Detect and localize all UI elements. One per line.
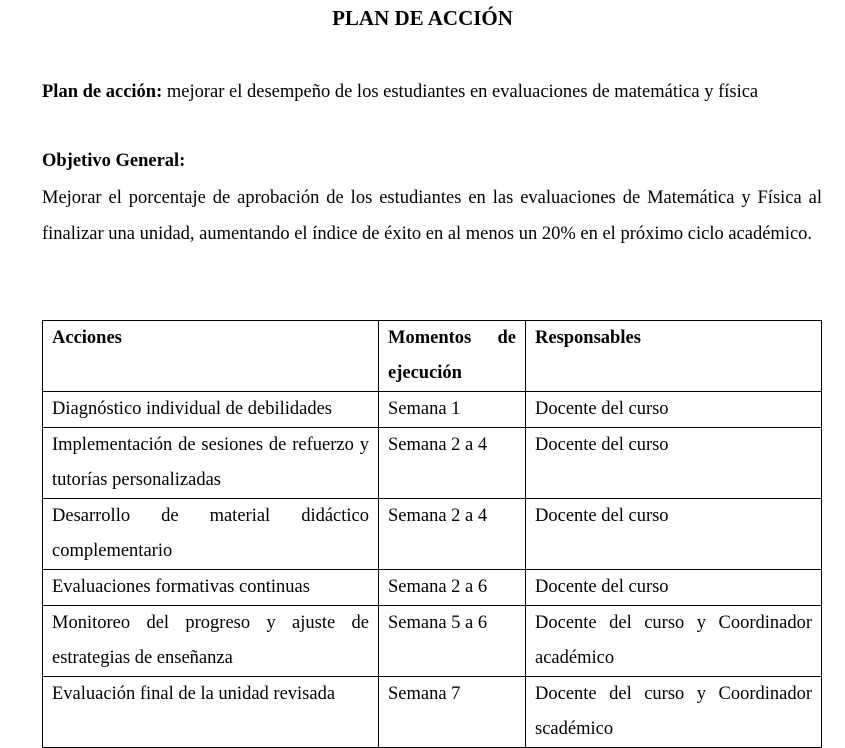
responsible-cell: Docente del curso <box>526 570 822 606</box>
moment-cell: Semana 2 a 4 <box>379 499 526 570</box>
table-row <box>43 428 822 499</box>
header-actions: Acciones <box>43 321 379 392</box>
action-cell: Desarrollo de material didáctico complementario <box>43 499 379 570</box>
table-row <box>43 677 822 748</box>
table-row <box>43 606 822 677</box>
header-moments: Momentos de ejecución <box>379 321 526 392</box>
action-cell: Evaluaciones formativas continuas <box>43 570 379 606</box>
moment-cell: Semana 2 a 6 <box>379 570 526 606</box>
moment-cell: Semana 2 a 4 <box>379 428 526 499</box>
header-responsibles: Responsables <box>526 321 822 392</box>
table-row <box>43 392 822 428</box>
table-row <box>43 499 822 570</box>
plan-statement <box>42 79 832 105</box>
responsible-cell: Docente del curso y Coordinador scadémico <box>526 677 822 748</box>
responsible-cell: Docente del curso <box>526 428 822 499</box>
moment-cell: Semana 7 <box>379 677 526 748</box>
plan-text: mejorar el desempeño de los estudiantes en evaluaciones de matemática y física <box>162 82 759 102</box>
responsible-cell: Docente del curso <box>526 392 822 428</box>
plan-label: Plan de acción: <box>42 82 163 102</box>
objective-text: Mejorar el porcentaje de aprobación de los estudiantes en las evaluaciones de Matemática y Física al finalizar una unidad, aumentando el índice de éxito en al menos un 20% en el próximo ciclo académico. <box>42 188 822 244</box>
action-cell: Implementación de sesiones de refuerzo y tutorías personalizadas <box>43 428 379 499</box>
action-cell: Monitoreo del progreso y ajuste de estrategias de enseñanza <box>43 606 379 677</box>
action-plan-table <box>42 320 822 748</box>
table-row <box>43 570 822 606</box>
action-cell: Diagnóstico individual de debilidades <box>43 392 379 428</box>
responsible-cell: Docente del curso <box>526 499 822 570</box>
responsible-cell: Docente del curso y Coordinador académico <box>526 606 822 677</box>
objective-heading: Objetivo General: <box>42 151 186 171</box>
moment-cell: Semana 5 a 6 <box>379 606 526 677</box>
action-cell: Evaluación final de la unidad revisada <box>43 677 379 748</box>
page-title: PLAN DE ACCIÓN <box>332 6 513 30</box>
moment-cell: Semana 1 <box>379 392 526 428</box>
table-header-row <box>43 321 822 392</box>
